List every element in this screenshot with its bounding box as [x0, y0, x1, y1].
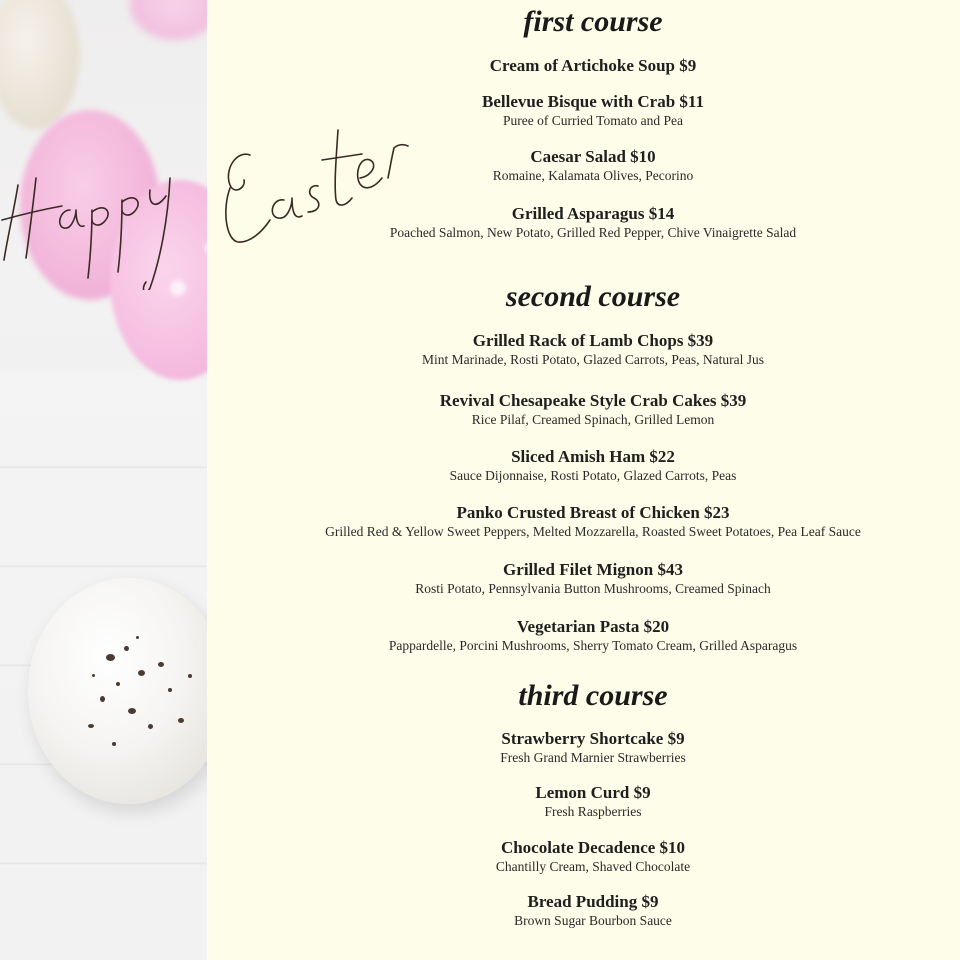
menu-item [207, 56, 960, 76]
menu-item-name: Revival Chesapeake Style Crab Cakes $39 [439, 391, 747, 410]
menu-item-name: Grilled Rack of Lamb Chops $39 [472, 331, 714, 350]
menu-item-name: Caesar Salad $10 [530, 147, 656, 166]
menu-item-description: Brown Sugar Bourbon Sauce [514, 913, 672, 928]
menu-item-name: Grilled Filet Mignon $43 [503, 560, 683, 579]
menu-item-name: Lemon Curd $9 [535, 783, 651, 802]
menu-item-description: Fresh Raspberries [544, 804, 642, 819]
menu-item [207, 503, 960, 541]
menu-item-name: Cream of Artichoke Soup $9 [489, 56, 697, 75]
menu-item [207, 391, 960, 429]
menu-item-name: Chocolate Decadence $10 [500, 838, 686, 857]
menu-item-description: Rice Pilaf, Creamed Spinach, Grilled Lemon [471, 412, 715, 427]
menu-item-name: Grilled Asparagus $14 [511, 204, 675, 223]
menu-item [207, 447, 960, 485]
menu-item [207, 147, 960, 185]
menu-item [207, 560, 960, 598]
menu-item-name: Panko Crusted Breast of Chicken $23 [456, 503, 730, 522]
menu-item-description: Chantilly Cream, Shaved Chocolate [495, 859, 691, 874]
menu-item-description: Grilled Red & Yellow Sweet Peppers, Melted Mozzarella, Roasted Sweet Potatoes, Pea Leaf Sauce [325, 524, 861, 539]
course-title-second: second course [505, 280, 681, 313]
menu-item-name: Vegetarian Pasta $20 [516, 617, 670, 636]
menu-item [207, 92, 960, 130]
menu-item [207, 783, 960, 821]
menu-item-name: Strawberry Shortcake $9 [501, 729, 685, 748]
course-title-first: first course [523, 5, 663, 38]
menu [207, 0, 960, 960]
menu-item-name: Sliced Amish Ham $22 [511, 447, 675, 466]
menu-item-description: Rosti Potato, Pennsylvania Button Mushrooms, Creamed Spinach [415, 581, 771, 596]
menu-item [207, 838, 960, 876]
menu-item [207, 729, 960, 767]
menu-item-description: Poached Salmon, New Potato, Grilled Red Pepper, Chive Vinaigrette Salad [389, 225, 797, 240]
menu-item-name: Bellevue Bisque with Crab $11 [482, 92, 704, 111]
menu-item [207, 617, 960, 655]
menu-item [207, 204, 960, 242]
menu-item-description: Fresh Grand Marnier Strawberries [500, 750, 686, 765]
menu-item [207, 331, 960, 369]
menu-item-description: Pappardelle, Porcini Mushrooms, Sherry Tomato Cream, Grilled Asparagus [388, 638, 798, 653]
menu-item [207, 892, 960, 930]
menu-item-description: Sauce Dijonnaise, Rosti Potato, Glazed Carrots, Peas [449, 468, 737, 483]
pink-egg-top [130, 0, 207, 40]
course-title-third: third course [518, 679, 668, 712]
menu-item-description: Puree of Curried Tomato and Pea [503, 113, 683, 128]
menu-item-description: Mint Marinade, Rosti Potato, Glazed Carrots, Peas, Natural Jus [422, 352, 764, 367]
menu-item-name: Bread Pudding $9 [527, 892, 659, 911]
menu-item-description: Romaine, Kalamata Olives, Pecorino [492, 168, 694, 183]
